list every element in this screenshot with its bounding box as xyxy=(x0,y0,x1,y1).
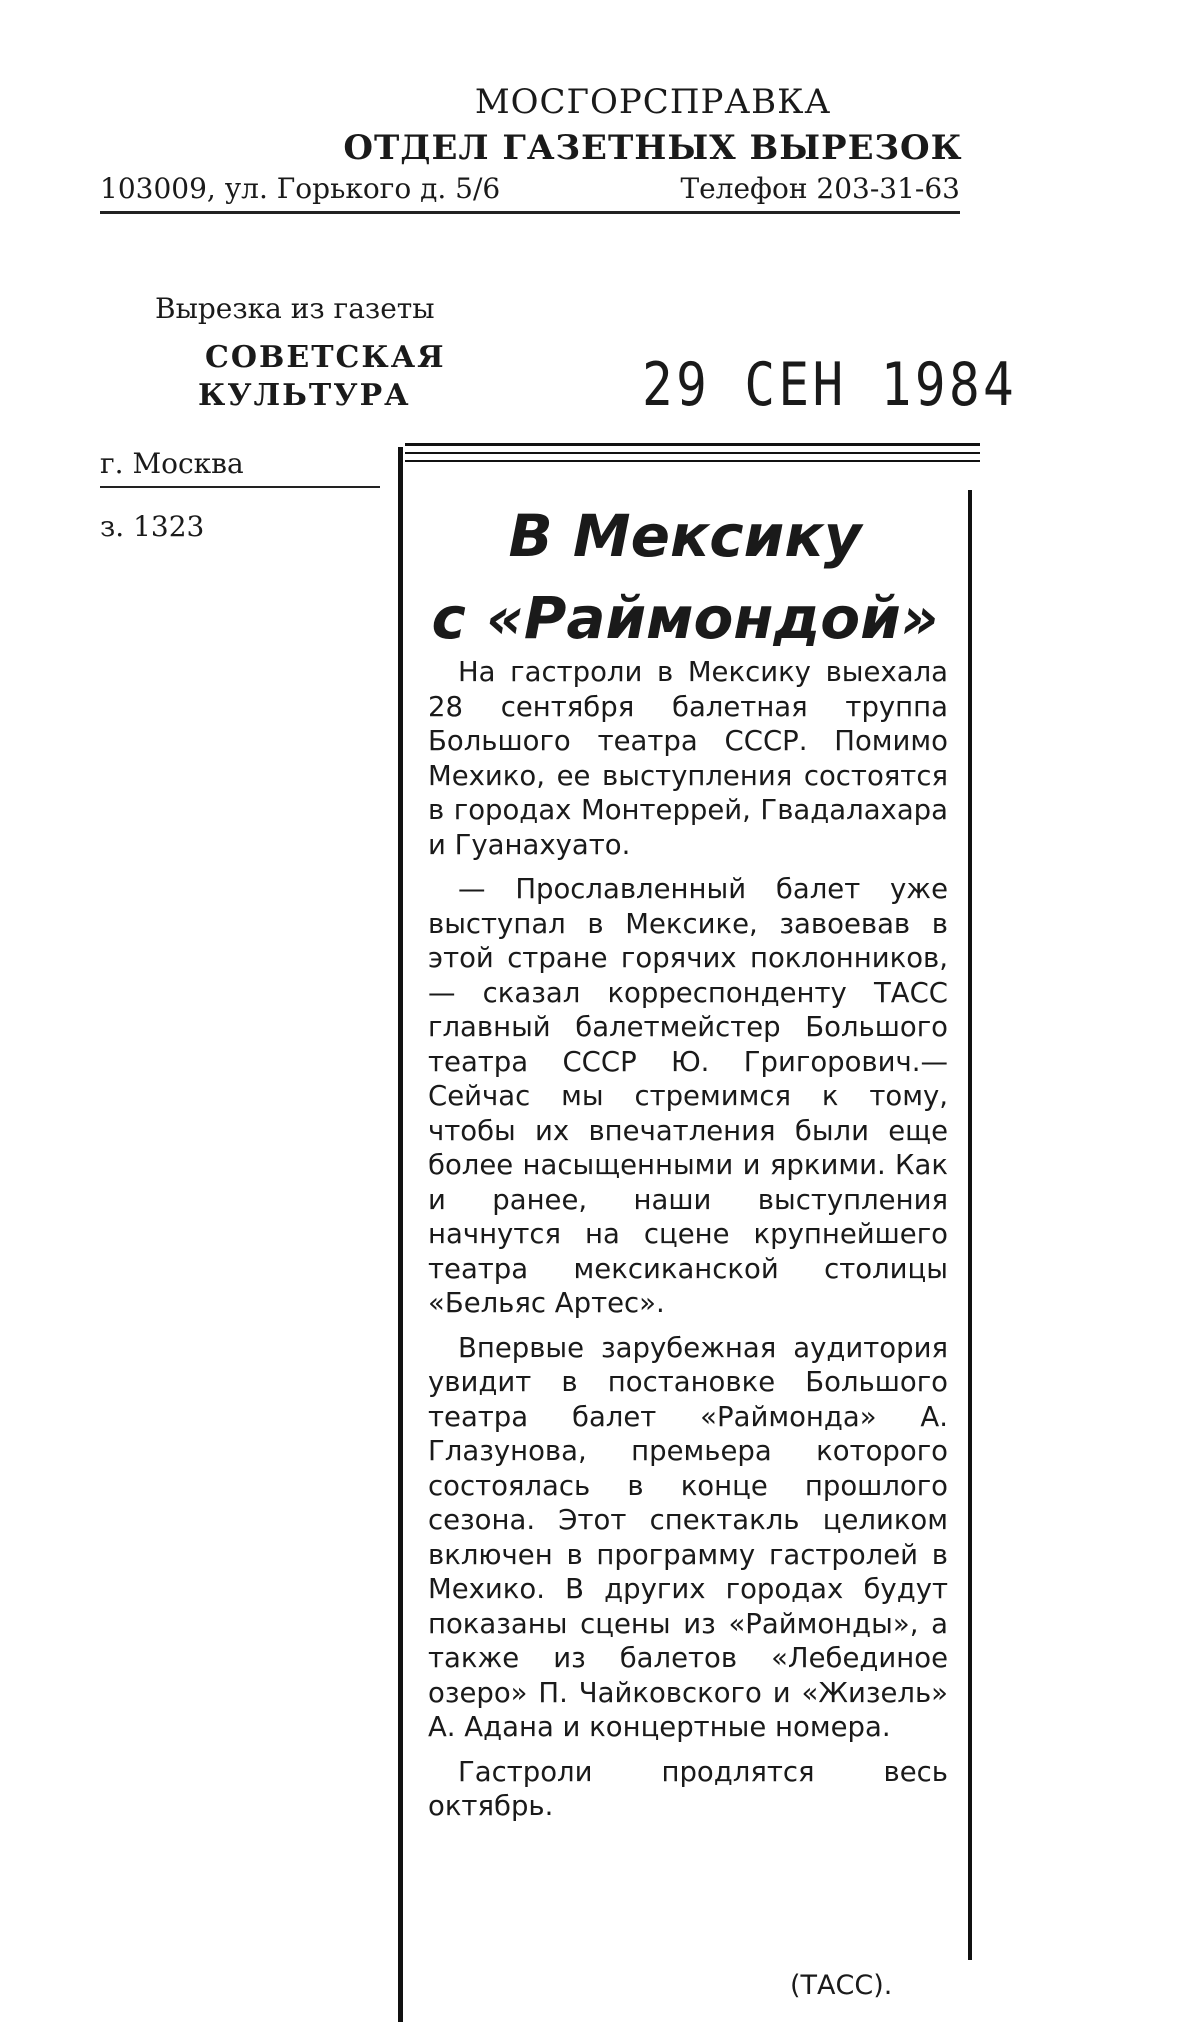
date-stamp: 29 СЕН 1984 xyxy=(642,350,1018,420)
headline-line2: с «Раймондой» xyxy=(431,584,939,652)
article-headline xyxy=(405,495,965,659)
city-label: г. Москва xyxy=(100,447,380,488)
phone: Телефон 203-31-63 xyxy=(680,172,960,205)
article-paragraph: Гастроли продлятся весь октябрь. xyxy=(428,1755,948,1822)
article-paragraph: На гастроли в Мексику выехала 28 сентября балетная труппа Большого театра СССР. Помимо Мехико, ее выступления состоятся в городах Монтеррей, Гвадалахара и Гуанахуато. xyxy=(428,656,948,861)
article-top-rule xyxy=(405,452,980,454)
article-paragraph: Впервые зарубежная аудитория увидит в постановке Большого театра балет «Раймонда» А. Глазунова, премьера которого состоялась в конце прошлого сезона. Этот спектакль целиком включен в программу гастролей в Мехико. В других городах будут показаны сцены из «Раймонды», а также из балетов «Лебединое озеро» П. Чайковского и «Жизель» А. Адана и концертные номера. xyxy=(428,1331,948,1743)
article-right-border xyxy=(968,490,972,1960)
article-source: (ТАСС). xyxy=(790,1970,893,2001)
headline-line1: В Мексику xyxy=(508,502,862,570)
agency-name: МОСГОРСПРАВКА xyxy=(474,82,832,122)
article-body xyxy=(428,655,948,1824)
address: 103009, ул. Горького д. 5/6 xyxy=(100,172,501,205)
article-top-rule xyxy=(405,460,980,462)
address-line xyxy=(100,172,960,214)
article-top-rule xyxy=(405,443,980,446)
clipping-label: Вырезка из газеты xyxy=(155,292,435,325)
newspaper-name-line1: СОВЕТСКАЯ xyxy=(205,340,446,375)
newspaper-name-line2: КУЛЬТУРА xyxy=(198,378,411,413)
article-paragraph: — Прославленный балет уже выступал в Мексике, завоевав в этой стране горячих поклонников,— сказал корреспонденту ТАСС главный балетмейстер Большого театра СССР Ю. Григорович.— Сейчас мы стремимся к тому, чтобы их впечатления были еще более насыщенными и яркими. Как и ранее, наши выступления начнутся на сцене крупнейшего театра мексиканской столицы «Бельяс Артес». xyxy=(428,873,948,1319)
order-number: з. 1323 xyxy=(100,510,205,543)
department-name: ОТДЕЛ ГАЗЕТНЫХ ВЫРЕЗОК xyxy=(343,128,963,168)
article-left-border xyxy=(398,447,403,2022)
